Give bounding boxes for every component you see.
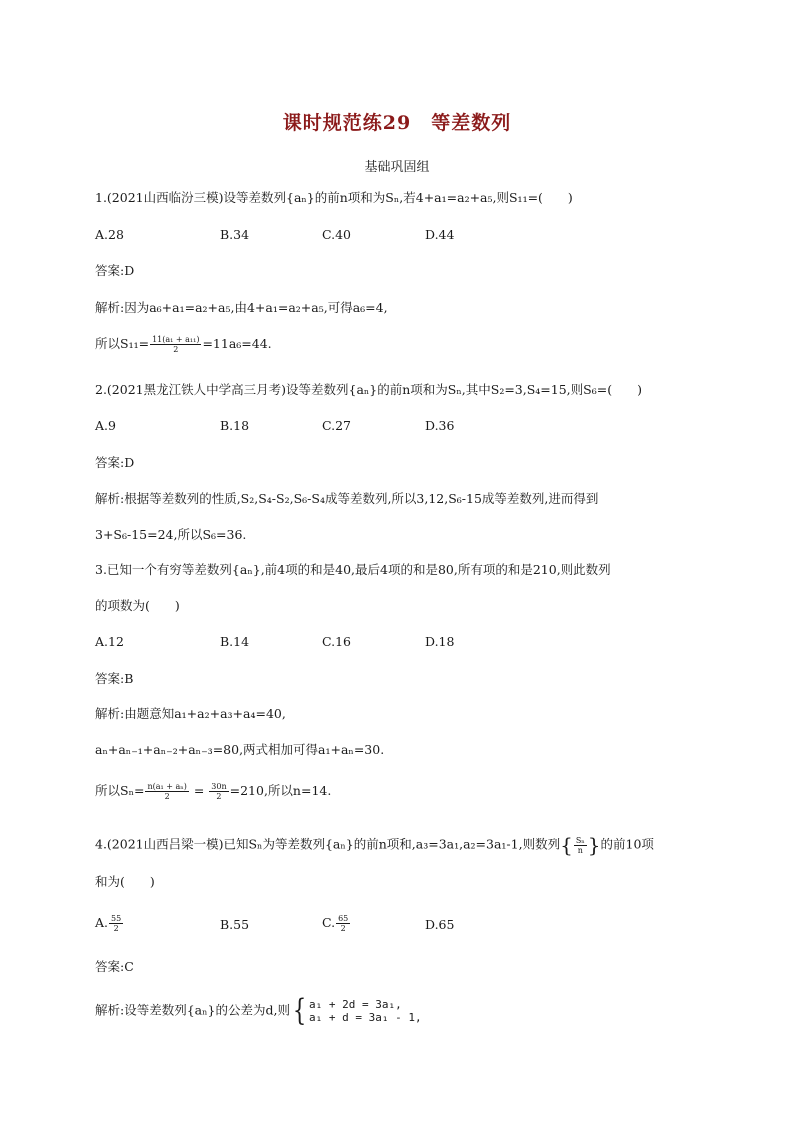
q1-choice-c: C.40 <box>322 227 351 242</box>
q3-choice-a: A.12 <box>95 634 124 649</box>
q1-analysis-line2 <box>95 335 272 354</box>
q4-analysis-line1 <box>95 993 422 1028</box>
q4-choice-c <box>322 914 351 933</box>
q2-stem: 2.(2021黑龙江铁人中学高三月考)设等差数列{aₙ}的前n项和为Sₙ,其中S₂=3,S₄=15,则S₆=( ) <box>95 382 642 397</box>
q1-fraction-denominator: 2 <box>173 345 179 354</box>
q3-fraction-1-numerator: n(a₁ + aₙ) <box>147 782 187 791</box>
q4-stem-prefix: 4.(2021山西吕梁一模)已知Sₙ为等差数列{aₙ}的前n项和,a₃=3a₁,a₂=3a₁-1,则数列 <box>95 836 561 852</box>
q4-choice-a-fraction <box>109 914 123 933</box>
q3-analysis-line3 <box>95 782 331 801</box>
q3-choice-d: D.18 <box>425 634 455 649</box>
q4-choice-b: B.55 <box>220 917 250 932</box>
q1-choice-d: D.44 <box>425 227 455 242</box>
q3-analysis-suffix: =210,所以n=14. <box>229 783 332 798</box>
system-brace-glyph: { <box>292 993 307 1028</box>
q1-stem: 1.(2021山西临汾三模)设等差数列{aₙ}的前n项和为Sₙ,若4+a₁=a₂+a₅,则S₁₁=( ) <box>95 190 573 205</box>
q3-fraction-1 <box>145 782 188 801</box>
q1-analysis-suffix: =11a₆=44. <box>202 336 272 351</box>
q2-choice-b: B.18 <box>220 418 250 433</box>
q4-choice-c-label: C. <box>322 915 336 930</box>
q4-sequence-fraction-denominator: n <box>577 845 583 855</box>
q4-stem-line1 <box>95 835 654 855</box>
q3-fraction-2 <box>209 782 228 801</box>
section-heading: 基础巩固组 <box>364 160 430 175</box>
q1-answer: 答案:D <box>95 263 135 278</box>
q4-stem-suffix: 的前10项 <box>600 836 654 852</box>
q4-stem-line2: 和为( ) <box>95 874 155 889</box>
q3-fraction-2-denominator: 2 <box>216 792 222 801</box>
q4-choice-a-denominator: 2 <box>113 924 119 933</box>
q3-choices <box>95 634 695 654</box>
q3-equals: = <box>189 783 209 798</box>
q4-choice-c-denominator: 2 <box>340 924 346 933</box>
q4-choice-a-label: A. <box>95 915 109 930</box>
q3-stem-line2: 的项数为( ) <box>95 598 180 613</box>
q4-choice-a-numerator: 55 <box>111 914 122 923</box>
q3-fraction-1-denominator: 2 <box>164 792 170 801</box>
q4-analysis-prefix: 解析:设等差数列{aₙ}的公差为d,则 <box>95 1002 290 1018</box>
q4-sequence-fraction-numerator: Sₙ <box>575 835 585 845</box>
q4-sequence-fraction <box>574 836 587 855</box>
q4-choice-d: D.65 <box>425 917 455 932</box>
q1-analysis-line1: 解析:因为a₆+a₁=a₂+a₅,由4+a₁=a₂+a₅,可得a₆=4, <box>95 300 388 315</box>
q2-analysis-line1: 解析:根据等差数列的性质,S₂,S₄-S₂,S₆-S₄成等差数列,所以3,12,S₆-15成等差数列,进而得到 <box>95 491 599 506</box>
q1-fraction-numerator: 11(a₁ + a₁₁) <box>152 335 200 344</box>
q1-analysis-prefix: 所以S₁₁= <box>95 336 150 351</box>
q4-choice-a <box>95 914 124 933</box>
q3-fraction-2-numerator: 30n <box>211 782 227 791</box>
equation-line-1: a₁ + 2d = 3a₁, <box>309 998 402 1011</box>
q2-answer: 答案:D <box>95 455 135 470</box>
right-brace-glyph: } <box>587 833 601 857</box>
page-title: 课时规范练29 等差数列 <box>282 112 512 134</box>
q2-analysis-line2: 3+S₆-15=24,所以S₆=36. <box>95 527 247 542</box>
q2-choices <box>95 418 695 438</box>
q1-choices <box>95 227 695 247</box>
q2-choice-d: D.36 <box>425 418 455 433</box>
q1-choice-a: A.28 <box>95 227 124 242</box>
q3-analysis-prefix: 所以Sₙ= <box>95 783 145 798</box>
q4-choice-c-fraction <box>336 914 350 933</box>
q2-choice-c: C.27 <box>322 418 351 433</box>
q3-analysis-line2: aₙ+aₙ₋₁+aₙ₋₂+aₙ₋₃=80,两式相加可得a₁+aₙ=30. <box>95 742 385 757</box>
q4-answer: 答案:C <box>95 959 134 974</box>
q1-fraction <box>150 335 201 354</box>
q3-choice-b: B.14 <box>220 634 250 649</box>
equation-line-2: a₁ + d = 3a₁ - 1, <box>309 1011 422 1024</box>
q4-choices <box>95 914 695 938</box>
q4-choice-c-numerator: 65 <box>338 914 349 923</box>
equation-system <box>309 998 422 1024</box>
q3-analysis-line1: 解析:由题意知a₁+a₂+a₃+a₄=40, <box>95 706 286 721</box>
q3-choice-c: C.16 <box>322 634 351 649</box>
q1-choice-b: B.34 <box>220 227 250 242</box>
q2-choice-a: A.9 <box>95 418 116 433</box>
left-brace-glyph: { <box>560 833 573 857</box>
q3-stem-line1: 3.已知一个有穷等差数列{aₙ},前4项的和是40,最后4项的和是80,所有项的和是210,则此数列 <box>95 562 611 577</box>
q3-answer: 答案:B <box>95 671 134 686</box>
